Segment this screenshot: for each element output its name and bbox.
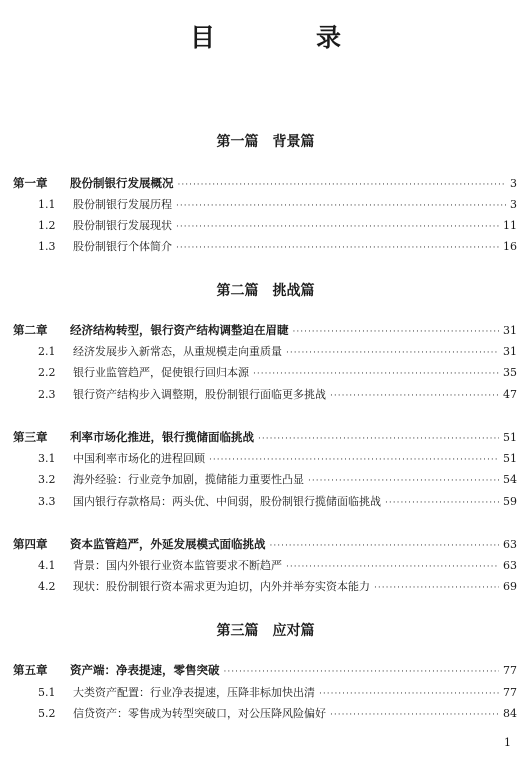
part-name: 背景篇 bbox=[272, 134, 315, 150]
chapter-number: 第二章 bbox=[13, 323, 48, 337]
section-title: 海外经验：行业竞争加剧，揽储能力重要性凸显 bbox=[73, 473, 304, 486]
section-number: 2.3 bbox=[38, 388, 56, 401]
page-number: 63 bbox=[503, 559, 517, 572]
dot-leader bbox=[178, 180, 507, 190]
part-label: 第一篇 bbox=[216, 134, 259, 150]
chapter-title: 股份制银行发展概况 bbox=[70, 176, 174, 190]
page-number: 31 bbox=[503, 324, 517, 337]
dot-leader bbox=[374, 583, 499, 593]
toc-section-4-2[interactable] bbox=[38, 578, 517, 594]
dot-leader bbox=[385, 498, 499, 508]
dot-leader bbox=[176, 201, 506, 211]
page-number: 3 bbox=[510, 198, 517, 211]
page-number: 54 bbox=[503, 473, 517, 486]
toc-section-3-3[interactable] bbox=[38, 493, 517, 509]
section-number: 2.1 bbox=[38, 345, 56, 358]
toc-section-2-3[interactable] bbox=[38, 386, 517, 402]
dot-leader bbox=[308, 476, 499, 486]
toc-section-3-2[interactable] bbox=[38, 471, 517, 487]
section-number: 3.2 bbox=[38, 473, 56, 486]
dot-leader bbox=[330, 710, 499, 720]
dot-leader bbox=[253, 369, 499, 379]
page-number: 51 bbox=[503, 431, 517, 444]
part-heading-2 bbox=[0, 280, 531, 300]
section-number: 1.3 bbox=[38, 240, 56, 253]
dot-leader bbox=[176, 222, 499, 232]
toc-chapter-5[interactable] bbox=[13, 662, 517, 678]
toc-section-4-1[interactable] bbox=[38, 557, 517, 573]
dot-leader bbox=[176, 243, 499, 253]
toc-chapter-1[interactable] bbox=[13, 175, 517, 191]
dot-leader bbox=[286, 348, 499, 358]
page-number: 11 bbox=[503, 219, 517, 232]
part-heading-3 bbox=[0, 620, 531, 640]
section-number: 3.3 bbox=[38, 495, 56, 508]
chapter-title: 资产端：净表提速，零售突破 bbox=[70, 663, 220, 677]
section-number: 1.1 bbox=[38, 198, 56, 211]
toc-section-1-2[interactable] bbox=[38, 217, 517, 233]
dot-leader bbox=[286, 562, 499, 572]
part-name: 挑战篇 bbox=[272, 283, 315, 299]
toc-section-2-1[interactable] bbox=[38, 343, 517, 359]
section-number: 5.2 bbox=[38, 707, 56, 720]
section-title: 经济发展步入新常态，从重规模走向重质量 bbox=[73, 345, 282, 358]
page-number: 51 bbox=[503, 452, 517, 465]
page-title: 目 录 bbox=[189, 23, 379, 52]
section-title: 银行资产结构步入调整期，股份制银行面临更多挑战 bbox=[73, 388, 326, 401]
section-title: 股份制银行个体简介 bbox=[73, 240, 172, 253]
toc-section-5-2[interactable] bbox=[38, 705, 517, 721]
section-title: 国内银行存款格局：两头优、中间弱，股份制银行揽储面临挑战 bbox=[73, 495, 381, 508]
page-number: 77 bbox=[503, 664, 517, 677]
part-label: 第三篇 bbox=[216, 623, 259, 639]
chapter-title: 利率市场化推进，银行揽储面临挑战 bbox=[70, 430, 254, 444]
section-title: 信贷资产：零售成为转型突破口，对公压降风险偏好 bbox=[73, 707, 326, 720]
toc-chapter-4[interactable] bbox=[13, 536, 517, 552]
dot-leader bbox=[258, 434, 499, 444]
section-number: 4.1 bbox=[38, 559, 56, 572]
chapter-number: 第四章 bbox=[13, 537, 48, 551]
page-number: 47 bbox=[503, 388, 517, 401]
toc-section-5-1[interactable] bbox=[38, 684, 517, 700]
toc-chapter-3[interactable] bbox=[13, 429, 517, 445]
part-label: 第二篇 bbox=[216, 283, 259, 299]
chapter-number: 第三章 bbox=[13, 430, 48, 444]
toc-section-1-1[interactable] bbox=[38, 196, 517, 212]
section-title: 股份制银行发展现状 bbox=[73, 219, 172, 232]
section-number: 3.1 bbox=[38, 452, 56, 465]
dot-leader bbox=[319, 689, 499, 699]
section-number: 5.1 bbox=[38, 686, 56, 699]
dot-leader bbox=[270, 541, 500, 551]
chapter-number: 第五章 bbox=[13, 663, 48, 677]
toc-section-3-1[interactable] bbox=[38, 450, 517, 466]
chapter-number: 第一章 bbox=[13, 176, 48, 190]
page-number: 63 bbox=[503, 538, 517, 551]
dot-leader bbox=[293, 327, 500, 337]
section-title: 大类资产配置：行业净表提速，压降非标加快出清 bbox=[73, 686, 315, 699]
part-heading-1 bbox=[0, 131, 531, 151]
section-number: 1.2 bbox=[38, 219, 56, 232]
page-number: 77 bbox=[503, 686, 517, 699]
page-number: 3 bbox=[510, 177, 517, 190]
section-title: 中国利率市场化的进程回顾 bbox=[73, 452, 205, 465]
chapter-title: 经济结构转型，银行资产结构调整迫在眉睫 bbox=[70, 323, 289, 337]
chapter-title: 资本监管趋严，外延发展模式面临挑战 bbox=[70, 537, 266, 551]
page-number: 69 bbox=[503, 580, 517, 593]
section-title: 股份制银行发展历程 bbox=[73, 198, 172, 211]
dot-leader bbox=[209, 455, 499, 465]
toc-section-1-3[interactable] bbox=[38, 238, 517, 254]
section-number: 2.2 bbox=[38, 366, 56, 379]
toc-chapter-2[interactable] bbox=[13, 322, 517, 338]
section-number: 4.2 bbox=[38, 580, 56, 593]
toc-section-2-2[interactable] bbox=[38, 364, 517, 380]
page-number: 84 bbox=[503, 707, 517, 720]
page-number: 35 bbox=[503, 366, 517, 379]
dot-leader bbox=[330, 391, 499, 401]
page-number: 16 bbox=[503, 240, 517, 253]
page-number: 59 bbox=[503, 495, 517, 508]
footer-page-number: 1 bbox=[504, 736, 511, 749]
part-name: 应对篇 bbox=[272, 623, 315, 639]
section-title: 背景：国内外银行业资本监管要求不断趋严 bbox=[73, 559, 282, 572]
section-title: 现状：股份制银行资本需求更为迫切，内外并举夯实资本能力 bbox=[73, 580, 370, 593]
page-number: 31 bbox=[503, 345, 517, 358]
section-title: 银行业监管趋严，促使银行回归本源 bbox=[73, 366, 249, 379]
dot-leader bbox=[224, 667, 500, 677]
